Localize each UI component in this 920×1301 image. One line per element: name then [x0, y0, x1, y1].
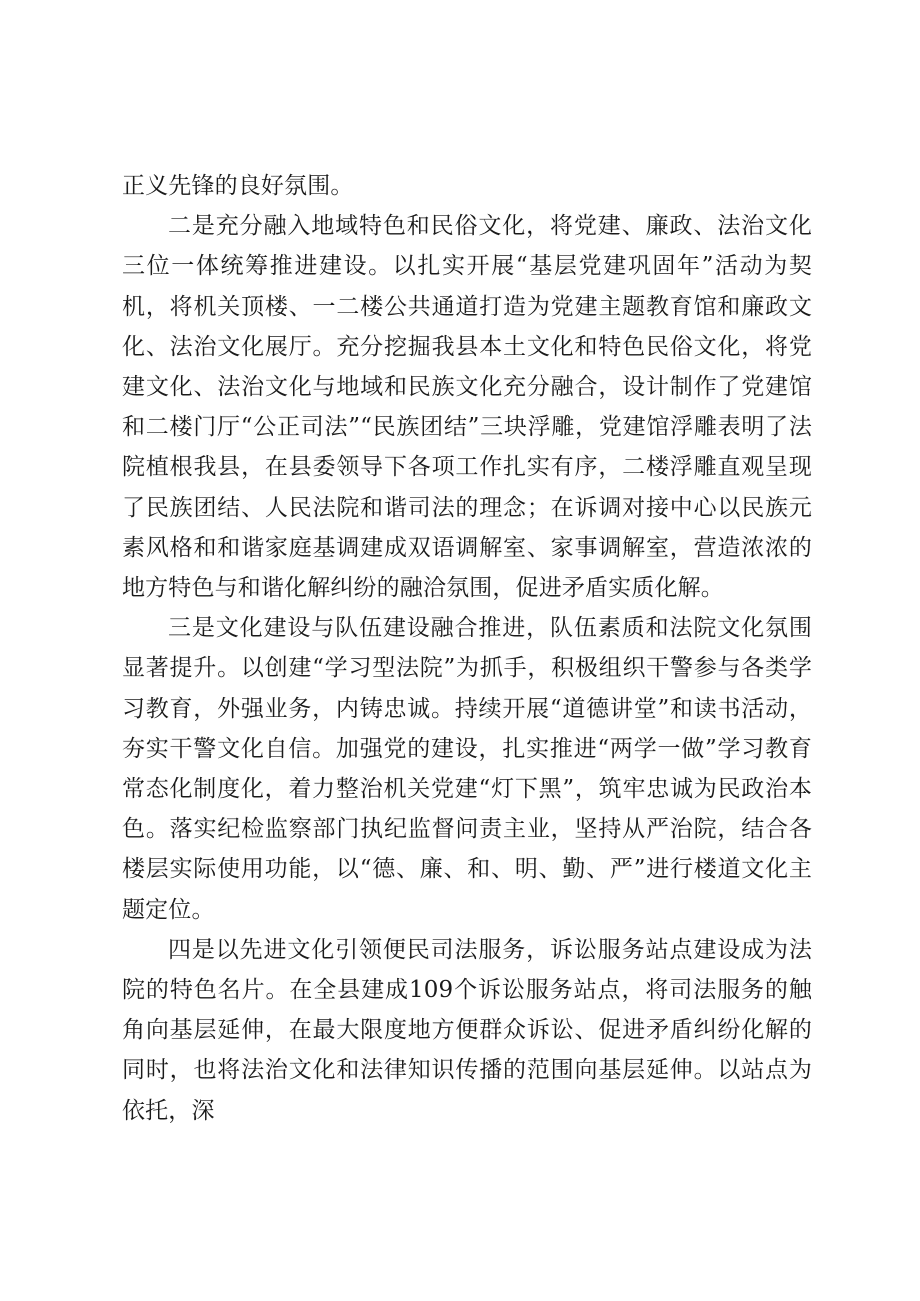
paragraph-point-two: 二是充分融入地域特色和民俗文化，将党建、廉政、法治文化三位一体统筹推进建设。以扎实开展“基层党建巩固年”活动为契机，将机关顶楼、一二楼公共通道打造为党建主题教育馆和廉政文化、法治文化展厅。充分挖掘我县本土文化和特色民俗文化，将党建文化、法治文化与地域和民族文化充分融合，设计制作了党建馆和二楼门厅“公正司法”“民族团结”三块浮雕，党建馆浮雕表明了法院植根我县，在县委领导下各项工作扎实有序，二楼浮雕直观呈现了民族团结、人民法院和谐司法的理念；在诉调对接中心以民族元素风格和和谐家庭基调建成双语调解室、家事调解室，营造浓浓的地方特色与和谐化解纠纷的融洽氛围，促进矛盾实质化解。 — [122, 213, 812, 602]
paragraph-point-three: 三是文化建设与队伍建设融合推进，队伍素质和法院文化氛围显著提升。以创建“学习型法院”为抓手，积极组织干警参与各类学习教育，外强业务，内铸忠诚。持续开展“道德讲堂”和读书活动，夯实干警文化自信。加强党的建设，扎实推进“两学一做”学习教育常态化制度化，着力整治机关党建“灯下黑”，筑牢忠诚为民政治本色。落实纪检监察部门执纪监督问责主业，坚持从严治院，结合各楼层实际使用功能，以“德、廉、和、明、勤、严”进行楼道文化主题定位。 — [122, 615, 812, 923]
paragraph-continuation: 正义先锋的良好氛围。 — [122, 173, 354, 199]
paragraph-point-four: 四是以先进文化引领便民司法服务，诉讼服务站点建设成为法院的特色名片。在全县建成109个诉讼服务站点，将司法服务的触角向基层延伸，在最大限度地方便群众诉讼、促进矛盾纠纷化解的同时，也将法治文化和法律知识传播的范围向基层延伸。以站点为依托，深 — [122, 936, 812, 1124]
document-body — [122, 166, 812, 1131]
